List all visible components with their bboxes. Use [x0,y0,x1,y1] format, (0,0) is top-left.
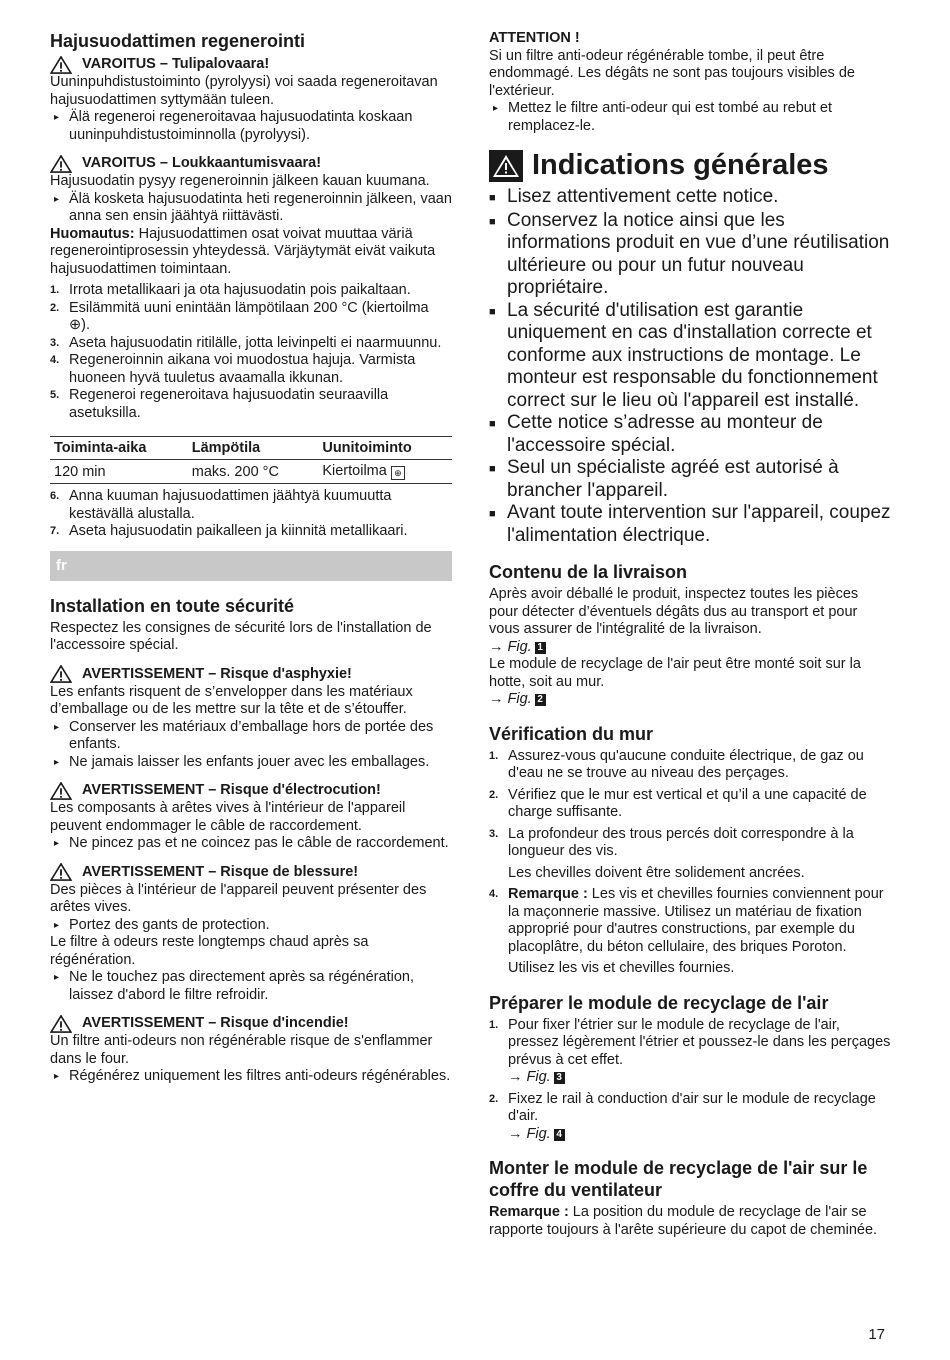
figure-number-badge: 3 [554,1072,565,1084]
bullet-item: ▸ Ne le touchez pas directement après sa régénération, laissez d'abord le filtre refroidir. [50,969,452,1004]
list-subtext: Les chevilles doivent être solidement ancrées. [508,864,805,881]
attention-text: Si un filtre anti-odeur régénérable tombe, il peut être endommagé. Les dégâts ne sont pas toujours visibles de l'extérieur. [489,47,855,99]
list-item: ■ Conservez la notice ainsi que les informations produit en vue d’une réutilisation ultérieure ou pour un futur nouveau propriétaire. [489,209,890,298]
warning-triangle-icon [50,665,72,683]
warning-title: VAROITUS – Loukkaantumisvaara! [82,155,322,171]
warning-title: AVERTISSEMENT – Risque d'asphyxie! [82,665,352,682]
bullet-item: ▸ Mettez le filtre anti-odeur qui est tombé au rebut et remplacez-le. [489,100,891,135]
table-header: Uunitoiminto [318,437,452,460]
list-item: ■ Seul un spécialiste agréé est autorisé à brancher l'appareil. [489,457,839,501]
list-item: ■ La sécurité d'utilisation est garantie uniquement en cas d'installation correcte et conforme aux instructions de montage. Le monteur est responsable du fonctionnement correct sur le lieu où l'appareil est installé. [489,299,878,411]
note-label: Huomautus: [50,225,135,242]
list-item: 5. Regeneroi regeneroitava hajusuodatin seuraavilla asetuksilla. [50,387,389,421]
warning-injury-fi [50,154,452,173]
warning-text: Hajusuodatin pysyy regeneroinnin jälkeen kauan kuumana. [50,173,430,189]
steps-list-2 [50,488,452,541]
warning-injury [50,863,452,882]
table-header-row [50,437,452,460]
note-text: Hajusuodattimen osat voivat muuttaa väriä regenerointiprosessin yhteydessä. Värjäytymät eivät vaikuta hajusuodattimen toimintaan. [50,225,436,277]
warning-electrocution [50,781,452,800]
section-title-indications [489,149,891,182]
figure-number-badge: 1 [535,642,546,654]
paragraph: Après avoir déballé le produit, inspectez toutes les pièces pour détecter d’éventuels dégâts dus au transport et pour vous assurer de l'intégralité de la livraison. [489,586,859,637]
section-title-monter: Monter le module de recyclage de l'air sur le coffre du ventilateur [489,1158,868,1200]
list-item: 1. Assurez-vous qu'aucune conduite électrique, de gaz ou d'eau ne se trouve au niveau des perçages. [489,747,864,781]
bullet-item: ▸ Älä regeneroi regeneroitavaa hajusuodatinta koskaan uuninpuhdistustoiminnolla (pyrolyysi). [50,109,452,144]
warning-triangle-icon [50,155,72,173]
left-column [50,30,452,1086]
list-item: 2. Esilämmitä uuni enintään lämpötilaan 200 °C (kiertoilma ⊕). [50,299,429,333]
bullet-item: ▸ Älä kosketa hajusuodatinta heti regeneroinnin jälkeen, vaan anna sen ensin jäähtyä riittävästi. [50,191,452,226]
list-item: 4. Regeneroinnin aikana voi muodostua hajuja. Varmista huoneen hyvä tuuletus avaamalla ikkunan. [50,352,416,386]
list-item: ■ Cette notice s’adresse au monteur de l'accessoire spécial. [489,412,823,456]
list-subtext: Utilisez les vis et chevilles fournies. [508,960,735,976]
note-paragraph [489,1204,891,1239]
warning-text: Un filtre anti-odeurs non régénérable risque de s'enflammer dans le four. [50,1033,433,1067]
paragraph: Respectez les consignes de sécurité lors de l'installation de l'accessoire spécial. [50,619,432,653]
list-item: 2. Fixez le rail à conduction d'air sur le module de recyclage d'air. [489,1090,876,1124]
bullet-item: ▸ Ne jamais laisser les enfants jouer avec les emballages. [50,754,452,772]
warning-box-icon [489,150,523,182]
table-cell: maks. 200 °C [188,460,319,484]
bullet-item: ▸ Portez des gants de protection. [50,917,452,935]
note-paragraph [50,226,452,279]
warning-title: AVERTISSEMENT – Risque d'électrocution! [82,782,381,798]
right-column [489,30,891,1239]
table-cell: Kiertoilma ⊕ [318,460,452,484]
table-header: Toiminta-aika [50,437,188,460]
list-item: 3. Aseta hajusuodatin ritilälle, jotta leivinpelti ei naarmuunnu. [50,334,442,351]
table-cell: 120 min [50,460,188,484]
section-title-installation: Installation en toute sécurité [50,595,295,616]
section-title-contenu: Contenu de la livraison [489,562,688,582]
heading-text: Indications générales [532,149,829,181]
warning-triangle-icon [50,1015,72,1033]
language-band: fr [50,551,452,581]
warning-text: Les composants à arêtes vives à l'intérieur de l'appareil peuvent endommager le câble de raccordement. [50,800,406,834]
bullet-item: ▸ Ne pincez pas et ne coincez pas le câble de raccordement. [50,835,452,853]
warning-text: Le filtre à odeurs reste longtemps chaud après sa régénération. [50,934,369,968]
warning-triangle-icon [50,56,72,74]
list-item: 4. Remarque : Les vis et chevilles fournies conviennent pour la maçonnerie massive. Utilisez un matériau de fixation approprié pour d'autres constructions, par exemple du placoplâtre, du béton cellulaire, des briques Poroton. [489,886,884,955]
warning-text: Uuninpuhdistustoiminto (pyrolyysi) voi saada regeneroitavan hajusuodattimen syttymään tuleen. [50,74,438,108]
figure-reference: → Fig. 3 [489,1069,891,1087]
warning-title: VAROITUS – Tulipalovaara! [82,56,270,72]
figure-number-badge: 4 [554,1129,565,1141]
warning-fire [50,1014,452,1033]
list-item: ■ Avant toute intervention sur l'appareil, coupez l'alimentation électrique. [489,502,891,546]
warning-title: AVERTISSEMENT – Risque d'incendie! [82,1015,349,1031]
note-text: La position du module de recyclage de l'air se rapporte toujours à l'arête supérieure du capot de cheminée. [489,1204,878,1238]
warning-fire-fi [50,55,452,74]
warning-text: Des pièces à l'intérieur de l'appareil peuvent présenter des arêtes vives. [50,881,427,915]
settings-table [50,436,452,484]
section-title-regenerointi: Hajusuodattimen regenerointi [50,31,306,51]
indications-list [489,186,891,547]
warning-text: Les enfants risquent de s’envelopper dans les matériaux d’emballage ou de les mettre sur la tête et de s’étouffer. [50,683,413,717]
figure-reference: → Fig. 1 [489,639,891,657]
note-label: Remarque : [489,1204,569,1220]
figure-reference: → Fig. 2 [489,691,891,709]
warning-title: AVERTISSEMENT – Risque de blessure! [82,863,359,880]
warning-asphyxia [50,665,452,684]
list-item: 1. Irrota metallikaari ja ota hajusuodatin pois paikaltaan. [50,282,411,298]
attention-title: ATTENTION ! [489,30,580,46]
list-item: 1. Pour fixer l'étrier sur le module de recyclage de l'air, pressez légèrement l'étrier et poussez-le dans les perçages prévus à cet effet. [489,1016,891,1068]
section-title-verification: Vérification du mur [489,723,654,744]
verification-steps [489,748,891,978]
bullet-item: ▸ Conserver les matériaux d’emballage hors de portée des enfants. [50,719,452,754]
list-item: ■ Lisez attentivement cette notice. [489,186,779,207]
figure-reference: → Fig. 4 [489,1126,891,1144]
paragraph: Le module de recyclage de l'air peut être monté soit sur la hotte, soit au mur. [489,656,861,690]
bullet-item: ▸ Régénérez uniquement les filtres anti-odeurs régénérables. [50,1068,452,1086]
list-item: 3. La profondeur des trous percés doit correspondre à la longueur des vis. [489,825,854,859]
warning-triangle-icon [50,863,72,881]
page-number: 17 [868,1326,885,1343]
convection-icon: ⊕ [391,466,405,480]
list-item: 7. Aseta hajusuodatin paikalleen ja kiinnitä metallikaari. [50,523,408,539]
list-item: 2. Vérifiez que le mur est vertical et qu’il a une capacité de charge suffisante. [489,786,867,820]
warning-triangle-icon [50,782,72,800]
table-header: Lämpötila [188,437,319,460]
figure-number-badge: 2 [535,694,546,706]
section-title-preparer: Préparer le module de recyclage de l'air [489,992,829,1013]
steps-list [50,282,452,422]
table-row [50,460,452,484]
list-item: 6. Anna kuuman hajusuodattimen jäähtyä kuumuutta kestävällä alustalla. [50,488,392,522]
